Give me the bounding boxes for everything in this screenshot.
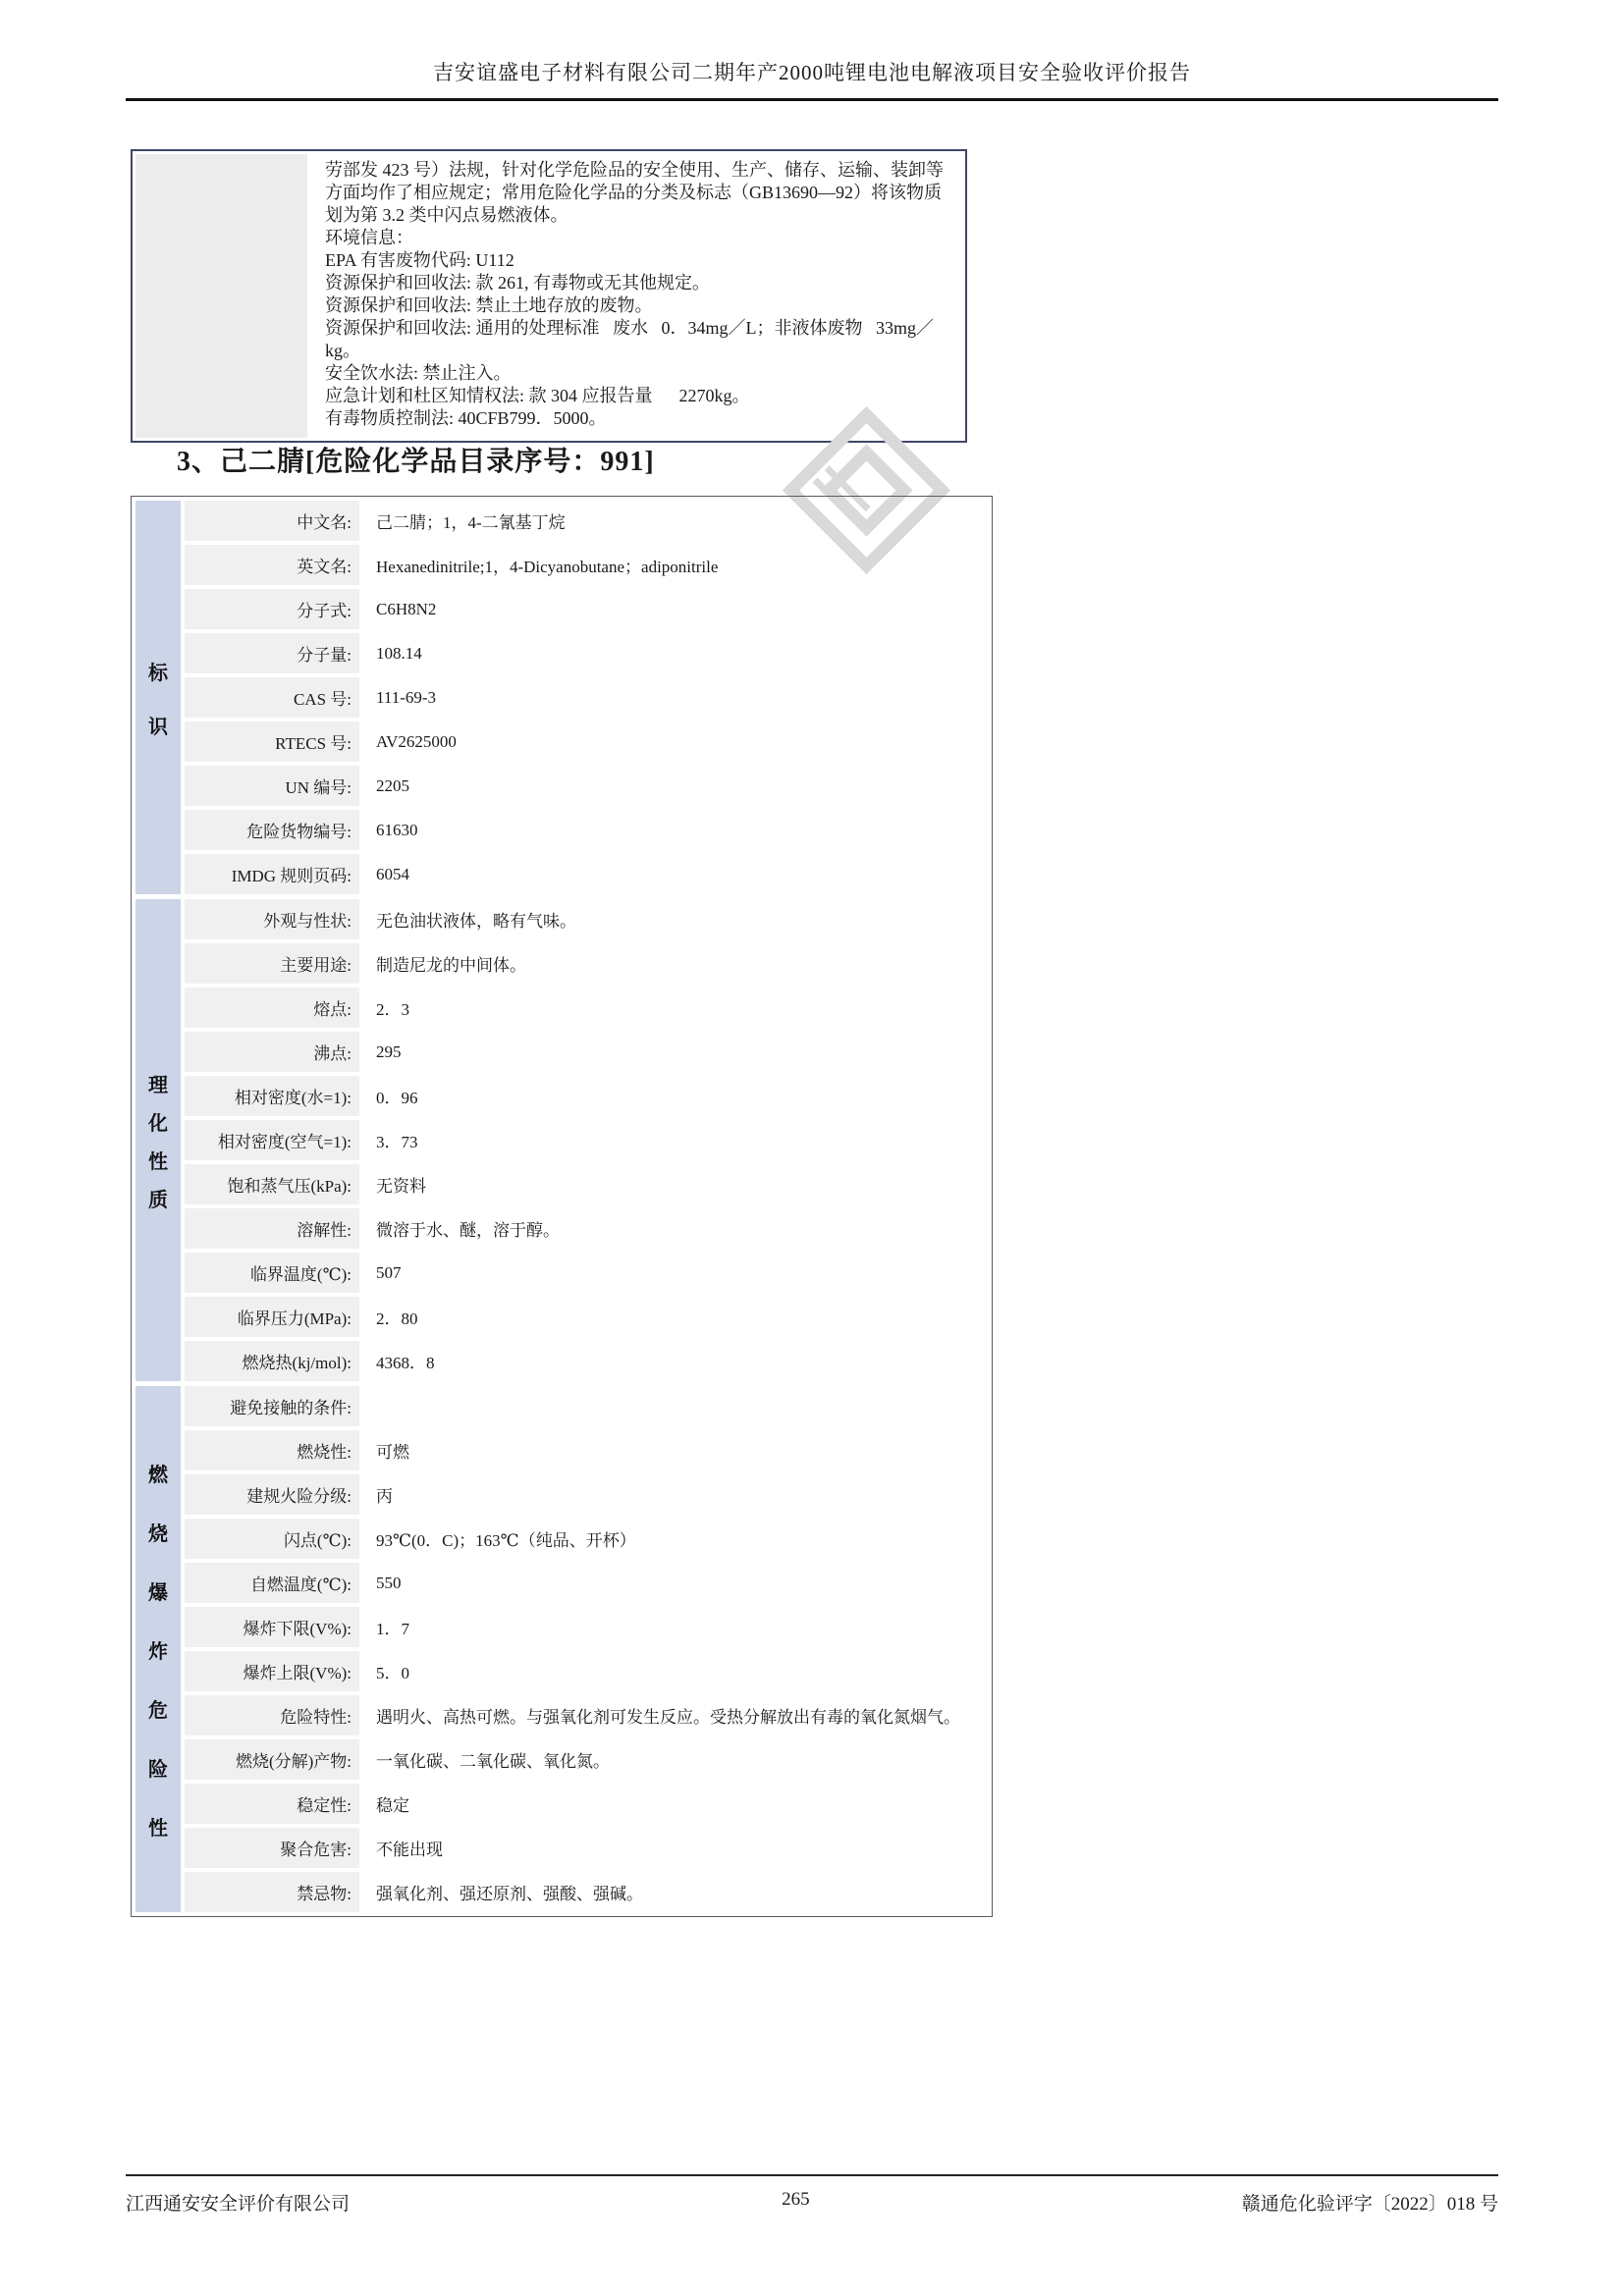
field-label: 分子量: [185,633,359,673]
section-label-char: 识 [148,716,168,738]
section-label [135,501,181,894]
table-row [185,721,988,762]
field-label: 燃烧(分解)产物: [185,1739,359,1780]
field-value: 不能出现 [376,1841,443,1859]
field-value: AV2625000 [376,731,457,751]
field-label: 避免接触的条件: [185,1386,359,1426]
section-label-char: 化 [148,1112,168,1135]
table-row [185,633,988,673]
field-label: 危险特性: [185,1695,359,1735]
field-label: IMDG 规则页码: [185,854,359,894]
table-row [185,1651,988,1691]
table-row [185,1032,988,1072]
table-row [185,1341,988,1381]
field-label: 临界温度(℃): [185,1253,359,1293]
table-row [185,1519,988,1559]
field-label: 危险货物编号: [185,810,359,850]
section-label-char: 性 [148,1150,168,1173]
section-label-char: 燃 [148,1464,168,1486]
field-label: 英文名: [185,545,359,585]
table-row [185,1120,988,1160]
chemical-properties-table [131,496,993,1917]
paragraph: 资源保护和回收法: 通用的处理标准 废水 0．34mg／L；非液体废物 33mg／kg。 [325,318,934,360]
table-row [185,899,988,939]
field-label: 稳定性: [185,1784,359,1824]
section-label-char: 烧 [148,1522,168,1545]
field-label: 外观与性状: [185,899,359,939]
field-value: 制造尼龙的中间体。 [376,956,526,975]
field-label: 爆炸上限(V%): [185,1651,359,1691]
table-section [135,1386,988,1912]
field-value: 93℃(0．C)；163℃（纯品、开杯） [376,1531,636,1550]
section-label-char: 爆 [148,1581,168,1604]
section-label-char: 危 [148,1699,168,1722]
table-row [185,1563,988,1603]
table-row [185,1607,988,1647]
field-value: C6H8N2 [376,599,437,618]
page-number: 265 [782,2189,810,2210]
field-value: 2．80 [376,1309,418,1328]
table-row [185,545,988,585]
paragraph: 资源保护和回收法: 款 261, 有毒物或无其他规定。 [325,273,710,293]
table-row [185,943,988,984]
field-label: UN 编号: [185,766,359,806]
field-value: 295 [376,1041,402,1061]
table-row [185,1076,988,1116]
table-row [185,1474,988,1515]
paragraph: 有毒物质控制法: 40CFB799．5000。 [325,408,607,428]
table-row [185,501,988,541]
field-label: 建规火险分级: [185,1474,359,1515]
table-row [185,1430,988,1470]
field-value: 6054 [376,864,409,883]
paragraph: 环境信息： [325,228,413,247]
continuation-table [131,149,967,443]
page-footer [126,2189,1498,2216]
table-row [185,1784,988,1824]
field-value: 遇明火、高热可燃。与强氧化剂可发生反应。受热分解放出有毒的氧化氮烟气。 [376,1708,960,1727]
field-value: 61630 [376,820,418,839]
section-label-char: 性 [148,1817,168,1840]
paragraph: EPA 有害废物代码: U112 [325,250,514,270]
table-row [185,1208,988,1249]
field-value: 无色油状液体，略有气味。 [376,912,576,931]
continuation-table-label-cell [135,154,307,438]
table-row [185,677,988,718]
section-label [135,1386,181,1912]
field-value: 2205 [376,775,409,795]
section-label-char: 质 [148,1189,168,1211]
field-label: 燃烧热(kj/mol): [185,1341,359,1381]
table-row [185,1297,988,1337]
continuation-table-body [307,154,962,438]
section-label-char: 险 [148,1758,168,1781]
field-label: 禁忌物: [185,1872,359,1912]
field-label: 自燃温度(℃): [185,1563,359,1603]
header-divider [126,98,1498,101]
field-value: 507 [376,1262,402,1282]
field-label: 相对密度(空气=1): [185,1120,359,1160]
field-value: 5．0 [376,1664,409,1682]
field-value: 3．73 [376,1133,418,1151]
field-label: 主要用途: [185,943,359,984]
table-row [185,1872,988,1912]
field-value: 111-69-3 [376,687,437,707]
table-row [185,854,988,894]
table-section [135,899,988,1381]
field-value [363,1386,988,1426]
field-value: Hexanedinitrile;1，4-Dicyanobutane；adiponitrile [376,558,719,576]
paragraph: 应急计划和杜区知情权法: 款 304 应报告量 2270kg。 [325,386,750,405]
field-value: 可燃 [376,1443,409,1462]
section-label-char: 标 [148,662,168,684]
paragraph: 安全饮水法: 禁止注入。 [325,363,512,383]
section-label [135,899,181,1381]
field-label: 相对密度(水=1): [185,1076,359,1116]
field-label: 临界压力(MPa): [185,1297,359,1337]
table-row [185,1828,988,1868]
paragraph: 劳部发 423 号）法规，针对化学危险品的安全使用、生产、储存、运输、装卸等方面均作了相应规定；常用危险化学品的分类及标志（GB13690—92）将该物质划为第 3.2 类中闪点易燃液体。 [325,160,944,225]
field-label: 饱和蒸气压(kPa): [185,1164,359,1204]
field-value: 己二腈；1，4-二氰基丁烷 [376,513,566,532]
field-label: 中文名: [185,501,359,541]
table-section [135,501,988,894]
field-value: 无资料 [376,1177,426,1196]
footer-doc-number: 赣通危化验评字〔2022〕018 号 [1241,2194,1498,2215]
section-label-char: 理 [148,1074,168,1096]
field-value: 108.14 [376,643,422,663]
field-value: 丙 [376,1487,393,1506]
field-value: 微溶于水、醚，溶于醇。 [376,1221,560,1240]
field-value: 稳定 [376,1796,409,1815]
field-label: 闪点(℃): [185,1519,359,1559]
section-heading: 3、己二腈[危险化学品目录序号：991] [177,447,655,477]
field-value: 1．7 [376,1620,409,1638]
table-row [185,1164,988,1204]
field-value: 0．96 [376,1089,418,1107]
table-row [185,766,988,806]
field-label: 熔点: [185,988,359,1028]
table-row [185,810,988,850]
section-label-char: 炸 [148,1640,168,1663]
field-label: 分子式: [185,589,359,629]
field-value: 一氧化碳、二氧化碳、氧化氮。 [376,1752,610,1771]
field-label: 燃烧性: [185,1430,359,1470]
field-value: 2．3 [376,1000,409,1019]
field-label: 爆炸下限(V%): [185,1607,359,1647]
table-row [185,1695,988,1735]
paragraph: 资源保护和回收法: 禁止土地存放的废物。 [325,295,653,315]
field-label: CAS 号: [185,677,359,718]
table-row [185,1739,988,1780]
table-row [185,589,988,629]
footer-company: 江西通安安全评价有限公司 [126,2194,351,2215]
table-row [185,988,988,1028]
field-label: 沸点: [185,1032,359,1072]
field-value: 强氧化剂、强还原剂、强酸、强碱。 [376,1885,643,1903]
page-header-title: 吉安谊盛电子材料有限公司二期年产2000吨锂电池电解液项目安全验收评价报告 [433,61,1191,84]
footer-divider [126,2174,1498,2176]
table-row [185,1386,988,1426]
field-label: 聚合危害: [185,1828,359,1868]
field-label: 溶解性: [185,1208,359,1249]
field-value: 550 [376,1573,402,1592]
table-row [185,1253,988,1293]
field-label: RTECS 号: [185,721,359,762]
field-value: 4368．8 [376,1354,435,1372]
